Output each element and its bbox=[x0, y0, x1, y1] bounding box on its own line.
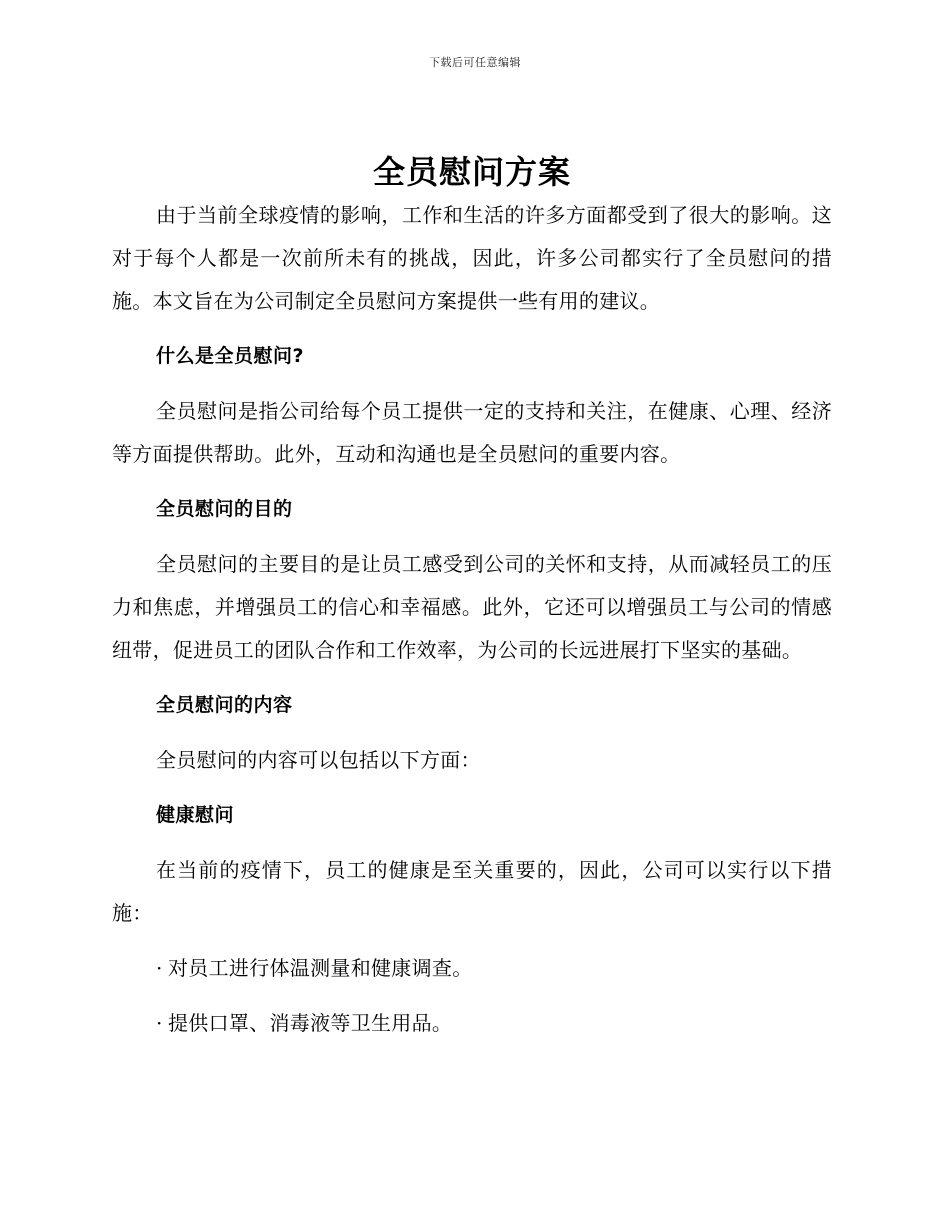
spacer bbox=[112, 672, 832, 684]
bullet-text: 对员工进行体温测量和健康调查。 bbox=[168, 956, 473, 980]
section-text-what: 全员慰问是指公司给每个员工提供一定的支持和关注，在健康、心理、经济等方面提供帮助。此外，互动和沟通也是全员慰问的重要内容。 bbox=[112, 399, 832, 466]
document-title: 全员慰问方案 bbox=[372, 153, 571, 191]
intro-paragraph: 由于当前全球疫情的影响，工作和生活的许多方面都受到了很大的影响。这对于每个人都是一次前所未有的挑战，因此，许多公司都实行了全员慰问的措施。本文旨在为公司制定全员慰问方案提供一些有用的建议。 bbox=[112, 203, 832, 313]
bullet-dot: · bbox=[156, 956, 163, 980]
spacer bbox=[112, 323, 832, 335]
spacer bbox=[112, 935, 832, 947]
spacer bbox=[112, 727, 832, 739]
bullet-item bbox=[112, 1002, 832, 1045]
spacer bbox=[112, 531, 832, 543]
document-body bbox=[112, 150, 832, 1045]
bullet-text: 提供口罩、消毒液等卫生用品。 bbox=[168, 1011, 453, 1035]
section-heading-purpose: 全员慰问的目的 bbox=[156, 498, 293, 520]
section-text-purpose: 全员慰问的主要目的是让员工感受到公司的关怀和支持，从而减轻员工的压力和焦虑，并增强员工的信心和幸福感。此外，它还可以增强员工与公司的情感纽带，促进员工的团队合作和工作效率，为公司的长远进展打下坚实的基础。 bbox=[112, 552, 832, 662]
spacer bbox=[112, 782, 832, 794]
spacer bbox=[112, 378, 832, 390]
section-heading-health: 健康慰问 bbox=[156, 804, 235, 826]
header-note: 下载后可任意编辑 bbox=[429, 56, 521, 69]
section-text-content: 全员慰问的内容可以包括以下方面： bbox=[156, 748, 481, 772]
section-text-health: 在当前的疫情下，员工的健康是至关重要的，因此，公司可以实行以下措施： bbox=[112, 858, 832, 925]
section-heading-content: 全员慰问的内容 bbox=[156, 694, 293, 716]
bullet-dot: · bbox=[156, 1011, 163, 1035]
section-heading-what: 什么是全员慰问? bbox=[156, 345, 305, 367]
bullet-item bbox=[112, 947, 832, 990]
spacer bbox=[112, 990, 832, 1002]
spacer bbox=[112, 837, 832, 849]
spacer bbox=[112, 476, 832, 488]
